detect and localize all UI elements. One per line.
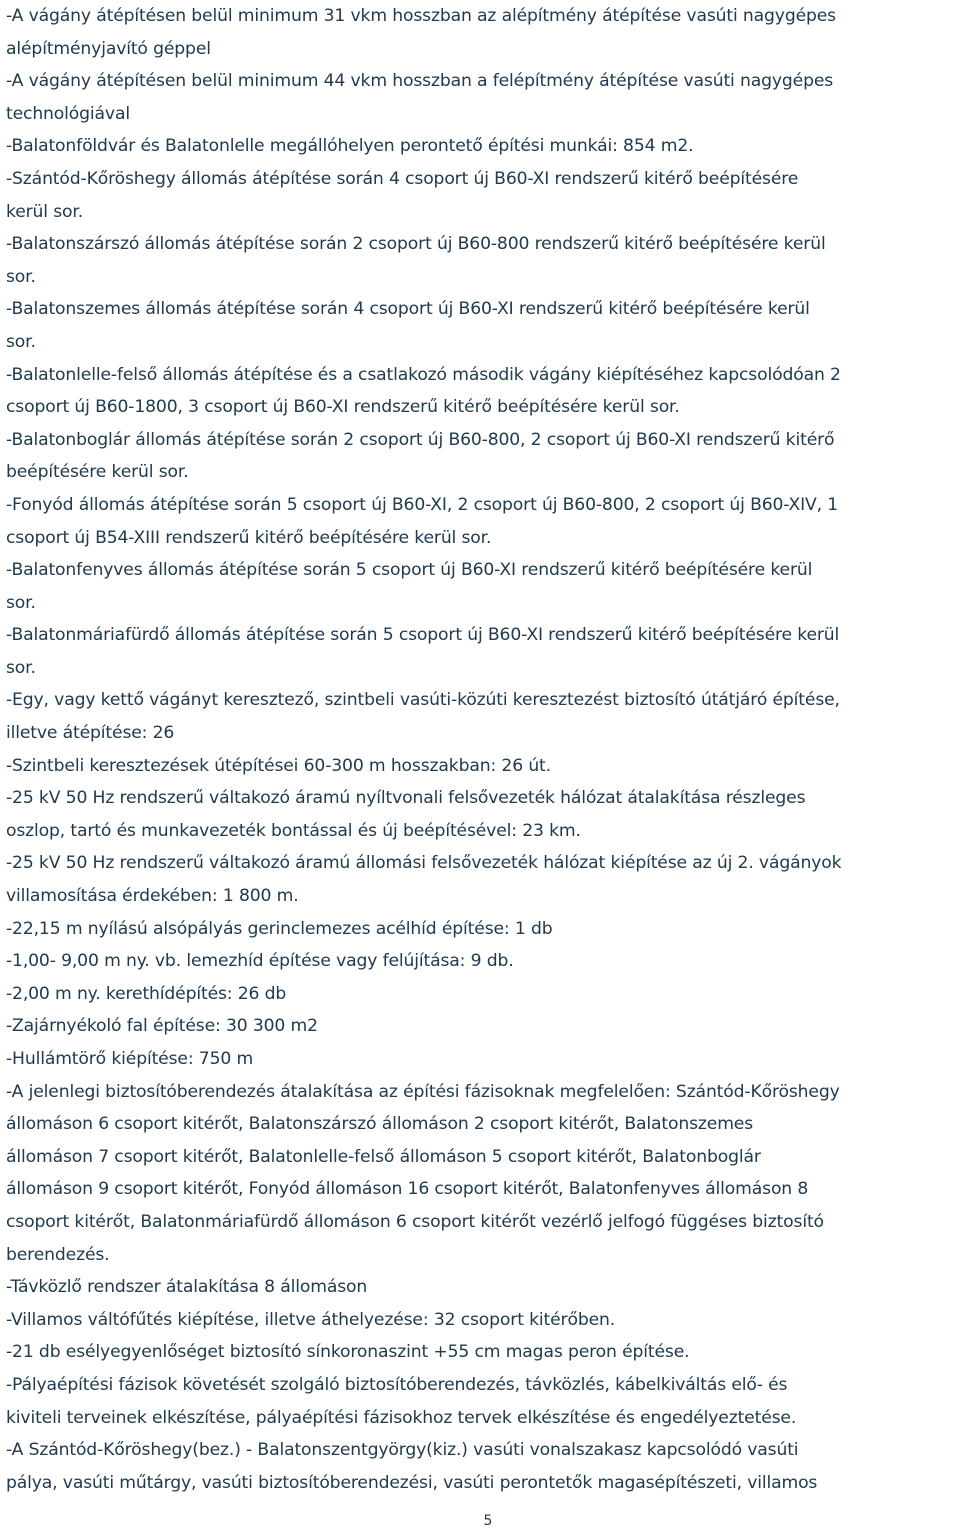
text-line: -Balatonföldvár és Balatonlelle megállóhelyen perontető építési munkái: 854 m2. bbox=[6, 136, 694, 157]
text-line: -25 kV 50 Hz rendszerű váltakozó áramú nyíltvonali felsővezeték hálózat átalakítása részleges bbox=[6, 788, 806, 809]
text-line: -Balatonfenyves állomás átépítése során 5 csoport új B60-XI rendszerű kitérő beépítésére kerül bbox=[6, 560, 813, 581]
text-line: csoport kitérőt, Balatonmáriafürdő állomáson 6 csoport kitérőt vezérlő jelfogó függéses biztosító bbox=[6, 1211, 824, 1232]
text-line: -A vágány átépítésen belül minimum 31 vkm hosszban az alépítmény átépítése vasúti nagygépes bbox=[6, 6, 836, 26]
text-line: kiviteli terveinek elkészítése, pályaépítési fázisokhoz tervek elkészítése és engedélyeztetése. bbox=[6, 1407, 797, 1428]
text-line: -Szintbeli keresztezések útépítései 60-300 m hosszakban: 26 út. bbox=[6, 755, 551, 776]
text-line: -22,15 m nyílású alsópályás gerinclemezes acélhíd építése: 1 db bbox=[6, 918, 553, 939]
text-line: -Szántód-Kőröshegy állomás átépítése során 4 csoport új B60-XI rendszerű kitérő beépítésére bbox=[6, 168, 799, 189]
text-line: -Balatonboglár állomás átépítése során 2 csoport új B60-800, 2 csoport új B60-XI rendszerű kitérő bbox=[6, 429, 835, 450]
text-line: -Villamos váltófűtés kiépítése, illetve áthelyezése: 32 csoport kitérőben. bbox=[6, 1309, 616, 1330]
text-line: alépítményjavító géppel bbox=[6, 38, 211, 59]
text-line: -1,00- 9,00 m ny. vb. lemezhíd építése vagy felújítása: 9 db. bbox=[6, 951, 514, 972]
text-line: -Balatonszemes állomás átépítése során 4 csoport új B60-XI rendszerű kitérő beépítésére kerül bbox=[6, 299, 810, 320]
text-line: -A jelenlegi biztosítóberendezés átalakítása az építési fázisoknak megfelelően: Szántód-Kőröshegy bbox=[6, 1081, 840, 1102]
text-line: állomáson 6 csoport kitérőt, Balatonszárszó állomáson 2 csoport kitérőt, Balatonszemes bbox=[6, 1114, 754, 1135]
text-line: -Balatonmáriafürdő állomás átépítése során 5 csoport új B60-XI rendszerű kitérő beépítésére kerül bbox=[6, 625, 840, 646]
page-number: 5 bbox=[483, 1513, 493, 1529]
document-body bbox=[6, 0, 956, 1499]
text-line: -2,00 m ny. kerethídépítés: 26 db bbox=[6, 983, 287, 1004]
text-line: beépítésére kerül sor. bbox=[6, 462, 189, 483]
text-line: -A vágány átépítésen belül minimum 44 vkm hosszban a felépítmény átépítése vasúti nagygépes bbox=[6, 71, 834, 92]
text-line: csoport új B54-XIII rendszerű kitérő beépítésére kerül sor. bbox=[6, 527, 492, 548]
text-line: -21 db esélyegyenlőséget biztosító sínkoronaszint +55 cm magas peron építése. bbox=[6, 1342, 690, 1363]
text-line: pálya, vasúti műtárgy, vasúti biztosítóberendezési, vasúti perontetők magasépítészeti, villamos bbox=[6, 1472, 818, 1493]
text-line: -A Szántód-Kőröshegy(bez.) - Balatonszentgyörgy(kiz.) vasúti vonalszakasz kapcsolódó vasúti bbox=[6, 1440, 799, 1461]
text-line: oszlop, tartó és munkavezeték bontással és új beépítésével: 23 km. bbox=[6, 820, 581, 841]
text-line: csoport új B60-1800, 3 csoport új B60-XI rendszerű kitérő beépítésére kerül sor. bbox=[6, 397, 680, 418]
text-line: -Balatonszárszó állomás átépítése során 2 csoport új B60-800 rendszerű kitérő beépítésére kerül bbox=[6, 234, 826, 255]
text-line: -Egy, vagy kettő vágányt keresztező, szintbeli vasúti-közúti keresztezést biztosító útátjáró építése, bbox=[6, 690, 840, 711]
text-line: állomáson 9 csoport kitérőt, Fonyód állomáson 16 csoport kitérőt, Balatonfenyves állomáson 8 bbox=[6, 1179, 809, 1200]
text-line: -Távközlő rendszer átalakítása 8 állomáson bbox=[6, 1277, 368, 1298]
text-line: sor. bbox=[6, 266, 36, 287]
text-line: állomáson 7 csoport kitérőt, Balatonlelle-felső állomáson 5 csoport kitérőt, Balatonboglár bbox=[6, 1146, 761, 1167]
text-line: sor. bbox=[6, 657, 36, 678]
text-line: -Zajárnyékoló fal építése: 30 300 m2 bbox=[6, 1016, 318, 1037]
text-line: sor. bbox=[6, 331, 36, 352]
text-line: -Fonyód állomás átépítése során 5 csoport új B60-XI, 2 csoport új B60-800, 2 csoport új B60-XIV, 1 bbox=[6, 494, 839, 515]
text-line: villamosítása érdekében: 1 800 m. bbox=[6, 886, 299, 907]
text-line: -25 kV 50 Hz rendszerű váltakozó áramú állomási felsővezeték hálózat kiépítése az új 2. vágányok bbox=[6, 853, 842, 874]
text-line: -Hullámtörő kiépítése: 750 m bbox=[6, 1049, 254, 1069]
text-line: technológiával bbox=[6, 103, 130, 124]
text-line: kerül sor. bbox=[6, 201, 84, 222]
text-line: -Balatonlelle-felső állomás átépítése és a csatlakozó második vágány kiépítéséhez kapcsolódóan 2 bbox=[6, 364, 841, 385]
text-line: -Pályaépítési fázisok követését szolgáló biztosítóberendezés, távközlés, kábelkiváltás elő- és bbox=[6, 1374, 788, 1395]
text-line: illetve átépítése: 26 bbox=[6, 723, 175, 744]
text-line: sor. bbox=[6, 592, 36, 613]
text-line: berendezés. bbox=[6, 1244, 110, 1265]
